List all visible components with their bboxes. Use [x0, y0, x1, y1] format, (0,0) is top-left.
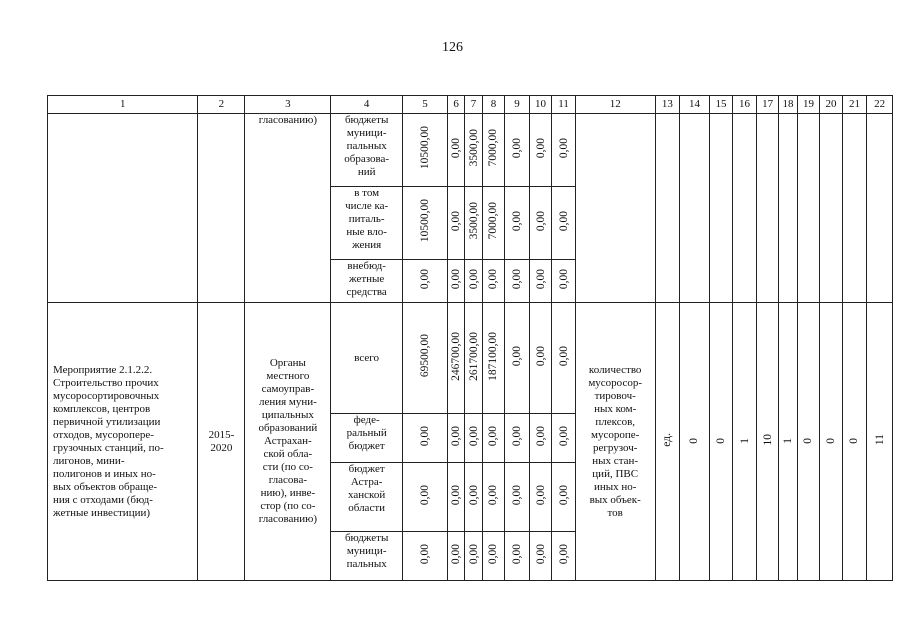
amount-cell: 0,00 — [505, 532, 530, 581]
header-cell: 1 — [48, 96, 198, 114]
amount-cell: 0,00 — [529, 463, 552, 532]
amount-cell: 0,00 — [482, 260, 505, 303]
cont-col3: гласованию) — [245, 114, 331, 303]
amount-cell: 0,00 — [465, 463, 482, 532]
header-cell: 9 — [505, 96, 530, 114]
header-cell: 11 — [552, 96, 576, 114]
header-cell: 21 — [842, 96, 867, 114]
amount-cell: 0,00 — [402, 463, 447, 532]
header-cell: 22 — [867, 96, 893, 114]
amount-cell: 0,00 — [552, 187, 576, 260]
amount-cell: 0,00 — [505, 187, 530, 260]
cont-col14 — [680, 114, 710, 303]
header-cell: 18 — [779, 96, 797, 114]
amount-cell: 7000,00 — [482, 114, 505, 187]
source-cell: в том числе ка- питаль- ные вло- жения — [331, 187, 403, 260]
page-number: 126 — [442, 40, 463, 55]
unit-cell: ед. — [655, 303, 680, 581]
amount-cell: 69500,00 — [402, 303, 447, 414]
amount-cell: 0,00 — [447, 463, 464, 532]
cont-col15 — [709, 114, 733, 303]
amount-cell: 0,00 — [505, 463, 530, 532]
amount-cell: 0,00 — [552, 414, 576, 463]
indicator-cell: количество мусоросор- тировоч- ных ком- плексов, мусоропе- регрузоч- ных стан- ций, ПВС иных но- вых объек- тов — [575, 303, 655, 581]
source-cell: внебюд- жетные средства — [331, 260, 403, 303]
source-cell: бюджеты муници- пальных — [331, 532, 403, 581]
amount-cell: 0,00 — [552, 114, 576, 187]
amount-cell: 0,00 — [529, 187, 552, 260]
source-cell: бюджет Астра- ханской области — [331, 463, 403, 532]
amount-cell: 0,00 — [447, 414, 464, 463]
cont-col21 — [842, 114, 867, 303]
amount-cell: 0,00 — [552, 260, 576, 303]
amount-cell: 0,00 — [505, 114, 530, 187]
amount-cell: 0,00 — [529, 260, 552, 303]
amount-cell: 0,00 — [529, 532, 552, 581]
amount-cell: 0,00 — [529, 114, 552, 187]
measure-title: Мероприятие 2.1.2.2. Строительство прочих мусоросортировочных комплексов, центров первичной утилизации отходов, мусоропере- грузочных станций, по- лигонов, мини- полигонов и иных но- вых объектов обраще- ния с отходами (бюд- жетные инвестиции) — [48, 303, 198, 581]
amount-cell: 246700,00 — [447, 303, 464, 414]
amount-cell: 0,00 — [505, 260, 530, 303]
amount-cell: 0,00 — [529, 303, 552, 414]
amount-cell: 0,00 — [402, 260, 447, 303]
value-cell: 0 — [820, 303, 843, 581]
amount-cell: 0,00 — [447, 260, 464, 303]
source-cell: всего — [331, 303, 403, 414]
header-cell: 10 — [529, 96, 552, 114]
cont-col18 — [779, 114, 797, 303]
amount-cell: 0,00 — [505, 414, 530, 463]
header-cell: 15 — [709, 96, 733, 114]
amount-cell: 0,00 — [465, 260, 482, 303]
header-cell: 13 — [655, 96, 680, 114]
header-cell: 5 — [402, 96, 447, 114]
amount-cell: 0,00 — [447, 187, 464, 260]
measure-period: 2015- 2020 — [198, 303, 245, 581]
value-cell: 0 — [797, 303, 820, 581]
measure-executor: Органы местного самоуправ- ления муни- ципальных образований Астрахан- ской обла- сти (по со- гласова- нию), инве- стор (по со- гласованию) — [245, 303, 331, 581]
amount-cell: 10500,00 — [402, 114, 447, 187]
amount-cell: 0,00 — [552, 303, 576, 414]
amount-cell: 0,00 — [505, 303, 530, 414]
value-cell: 0 — [842, 303, 867, 581]
amount-cell: 3500,00 — [465, 187, 482, 260]
value-cell: 1 — [733, 303, 757, 581]
cont-col13 — [655, 114, 680, 303]
source-cell: феде- ральный бюджет — [331, 414, 403, 463]
amount-cell: 0,00 — [465, 414, 482, 463]
amount-cell: 0,00 — [552, 463, 576, 532]
value-cell: 11 — [867, 303, 893, 581]
header-cell: 16 — [733, 96, 757, 114]
table-row — [48, 303, 893, 414]
header-cell: 2 — [198, 96, 245, 114]
header-cell: 19 — [797, 96, 820, 114]
cont-col2 — [198, 114, 245, 303]
header-cell: 17 — [756, 96, 779, 114]
cont-col17 — [756, 114, 779, 303]
amount-cell: 10500,00 — [402, 187, 447, 260]
header-cell: 8 — [482, 96, 505, 114]
value-cell: 0 — [709, 303, 733, 581]
cont-col22 — [867, 114, 893, 303]
header-cell: 6 — [447, 96, 464, 114]
amount-cell: 0,00 — [529, 414, 552, 463]
header-cell: 3 — [245, 96, 331, 114]
header-cell: 7 — [465, 96, 482, 114]
amount-cell: 0,00 — [447, 532, 464, 581]
table-row — [48, 114, 893, 187]
amount-cell: 0,00 — [402, 414, 447, 463]
amount-cell: 0,00 — [447, 114, 464, 187]
cont-col12 — [575, 114, 655, 303]
header-cell: 20 — [820, 96, 843, 114]
amount-cell: 0,00 — [552, 532, 576, 581]
program-table — [47, 95, 893, 581]
header-cell: 12 — [575, 96, 655, 114]
value-cell: 1 — [779, 303, 797, 581]
amount-cell: 7000,00 — [482, 187, 505, 260]
amount-cell: 0,00 — [482, 463, 505, 532]
value-cell: 10 — [756, 303, 779, 581]
amount-cell: 0,00 — [482, 532, 505, 581]
amount-cell: 0,00 — [402, 532, 447, 581]
amount-cell: 3500,00 — [465, 114, 482, 187]
header-cell: 14 — [680, 96, 710, 114]
source-cell: бюджеты муници- пальных образова- ний — [331, 114, 403, 187]
cont-col19 — [797, 114, 820, 303]
amount-cell: 187100,00 — [482, 303, 505, 414]
header-row — [48, 96, 893, 114]
cont-col20 — [820, 114, 843, 303]
amount-cell: 0,00 — [482, 414, 505, 463]
amount-cell: 0,00 — [465, 532, 482, 581]
header-cell: 4 — [331, 96, 403, 114]
cont-col16 — [733, 114, 757, 303]
cont-col1 — [48, 114, 198, 303]
amount-cell: 261700,00 — [465, 303, 482, 414]
value-cell: 0 — [680, 303, 710, 581]
